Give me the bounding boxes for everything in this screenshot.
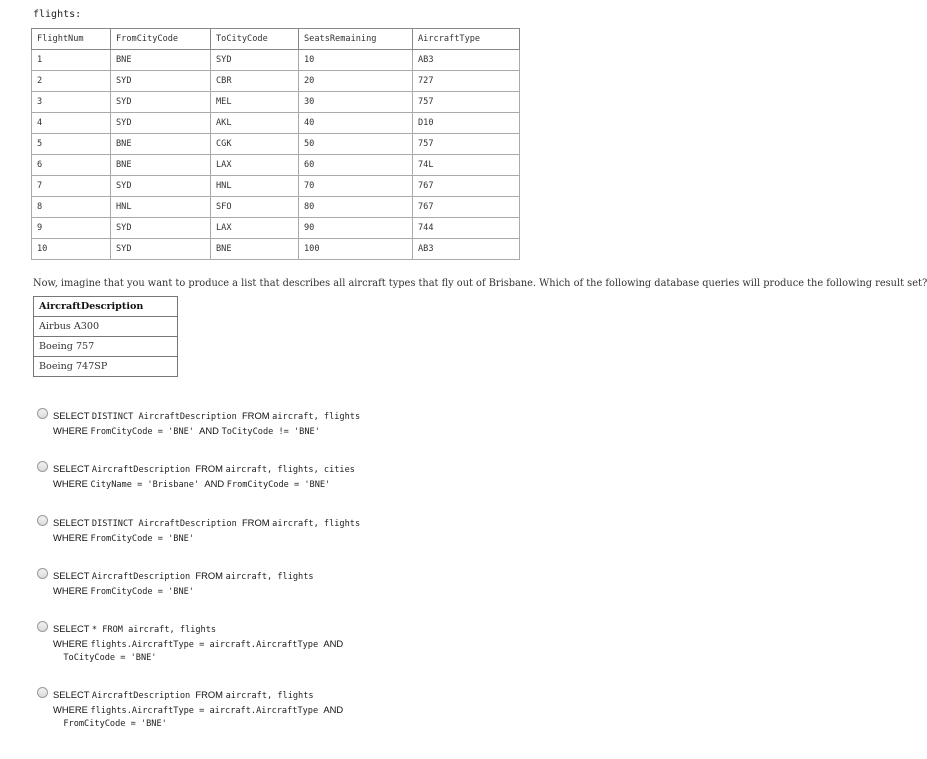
table-cell: HNL	[111, 197, 211, 218]
table-row	[34, 337, 178, 357]
flights-table-caption: flights:	[33, 9, 82, 20]
sql-keyword: SELECT	[53, 689, 92, 700]
sql-text: aircraft, flights	[225, 572, 314, 582]
table-cell: 100	[299, 239, 413, 260]
query-line	[53, 425, 320, 437]
table-cell: SYD	[111, 239, 211, 260]
table-row	[32, 92, 520, 113]
sql-keyword: WHERE	[53, 703, 91, 715]
table-row	[34, 357, 178, 377]
sql-keyword: SELECT	[53, 623, 92, 634]
column-header: AircraftType	[413, 29, 520, 50]
sql-text: FromCityCode = 'BNE'	[53, 719, 167, 729]
sql-keyword: SELECT	[53, 410, 92, 421]
sql-text: aircraft, flights	[272, 519, 361, 529]
table-row	[32, 71, 520, 92]
table-cell: 70	[299, 176, 413, 197]
table-cell: LAX	[211, 218, 299, 239]
table-cell: 40	[299, 113, 413, 134]
table-cell: 10	[299, 50, 413, 71]
sql-keyword: WHERE	[53, 637, 91, 649]
sql-keyword: SELECT	[53, 463, 92, 474]
sql-text: ToCityCode != 'BNE'	[221, 426, 320, 437]
sql-text: AircraftDescription	[91, 465, 196, 475]
query-line	[53, 570, 314, 582]
sql-keyword: WHERE	[53, 424, 91, 436]
table-row	[32, 113, 520, 134]
sql-text: FromCityCode = 'BNE'	[226, 479, 331, 490]
sql-text: * FROM aircraft, flights	[91, 625, 217, 635]
sql-keyword: WHERE	[53, 584, 91, 596]
query-line	[53, 718, 167, 729]
sql-text: FromCityCode = 'BNE'	[90, 586, 194, 597]
table-cell: 2	[32, 71, 111, 92]
sql-keyword: SELECT	[53, 517, 92, 528]
table-cell: 767	[413, 197, 520, 218]
table-cell: 767	[413, 176, 520, 197]
table-cell: 80	[299, 197, 413, 218]
query-line	[53, 478, 330, 490]
table-cell: 6	[32, 155, 111, 176]
sql-text: CityName = 'Brisbane'	[90, 479, 205, 490]
table-row	[32, 239, 520, 260]
table-cell: 20	[299, 71, 413, 92]
table-cell: MEL	[211, 92, 299, 113]
table-cell: SYD	[111, 113, 211, 134]
sql-text: flights.AircraftType = aircraft.AircraftType	[90, 639, 324, 650]
table-cell: 50	[299, 134, 413, 155]
radio-button[interactable]	[37, 568, 48, 579]
query-line	[53, 585, 194, 597]
table-cell: 757	[413, 92, 520, 113]
sql-keyword: FROM	[195, 570, 226, 581]
sql-keyword: AND	[323, 637, 344, 649]
table-cell: SFO	[211, 197, 299, 218]
table-header-row	[32, 29, 520, 50]
table-row	[32, 197, 520, 218]
table-row	[32, 218, 520, 239]
radio-button[interactable]	[37, 515, 48, 526]
sql-text: ToCityCode = 'BNE'	[53, 653, 157, 663]
query-line	[53, 652, 156, 663]
table-cell: SYD	[211, 50, 299, 71]
question-text: Now, imagine that you want to produce a list that describes all aircraft types that fly out of Brisbane. Which of the following database queries will produce the following result set?	[33, 278, 927, 289]
table-cell: 60	[299, 155, 413, 176]
column-header: FlightNum	[32, 29, 111, 50]
radio-button[interactable]	[37, 621, 48, 632]
flights-table	[31, 28, 520, 260]
query-line	[53, 638, 343, 650]
table-cell: CBR	[211, 71, 299, 92]
query-line	[53, 704, 343, 716]
sql-keyword: AND	[199, 424, 222, 436]
sql-text: DISTINCT AircraftDescription	[91, 519, 242, 529]
table-cell: LAX	[211, 155, 299, 176]
table-cell: 9	[32, 218, 111, 239]
table-row	[32, 155, 520, 176]
table-row	[32, 134, 520, 155]
sql-keyword: WHERE	[53, 531, 91, 543]
sql-text: DISTINCT AircraftDescription	[91, 412, 242, 422]
column-header: SeatsRemaining	[299, 29, 413, 50]
sql-keyword: AND	[323, 703, 344, 715]
sql-text: flights.AircraftType = aircraft.AircraftType	[90, 705, 324, 716]
table-cell: CGK	[211, 134, 299, 155]
table-cell: BNE	[111, 155, 211, 176]
table-cell: 90	[299, 218, 413, 239]
table-cell: SYD	[111, 218, 211, 239]
sql-keyword: SELECT	[53, 570, 92, 581]
table-cell: SYD	[111, 71, 211, 92]
table-cell: BNE	[111, 134, 211, 155]
table-cell: D10	[413, 113, 520, 134]
result-set-table	[33, 296, 178, 377]
radio-button[interactable]	[37, 408, 48, 419]
table-cell: AB3	[413, 50, 520, 71]
table-cell: 7	[32, 176, 111, 197]
table-cell: SYD	[111, 176, 211, 197]
table-row	[34, 317, 178, 337]
query-line	[53, 463, 355, 475]
table-cell: SYD	[111, 92, 211, 113]
sql-text: aircraft, flights	[225, 691, 314, 701]
table-cell: 1	[32, 50, 111, 71]
query-line	[53, 689, 314, 701]
table-cell: AKL	[211, 113, 299, 134]
table-cell: 30	[299, 92, 413, 113]
sql-keyword: FROM	[241, 517, 273, 528]
table-cell: 744	[413, 218, 520, 239]
sql-keyword: FROM	[241, 410, 273, 421]
table-row	[32, 50, 520, 71]
table-cell: 10	[32, 239, 111, 260]
table-cell: AB3	[413, 239, 520, 260]
table-cell: 74L	[413, 155, 520, 176]
table-cell: BNE	[211, 239, 299, 260]
table-cell: 757	[413, 134, 520, 155]
table-cell: Boeing 757	[34, 337, 178, 357]
sql-text: AircraftDescription	[91, 572, 196, 582]
table-cell: 4	[32, 113, 111, 134]
sql-keyword: AND	[204, 477, 227, 489]
table-cell: Airbus A300	[34, 317, 178, 337]
column-header: ToCityCode	[211, 29, 299, 50]
table-cell: 8	[32, 197, 111, 218]
sql-text: AircraftDescription	[91, 691, 196, 701]
column-header: FromCityCode	[111, 29, 211, 50]
query-line	[53, 410, 360, 422]
sql-text: FromCityCode = 'BNE'	[90, 426, 200, 437]
table-cell: 3	[32, 92, 111, 113]
sql-keyword: FROM	[195, 463, 226, 474]
sql-text: aircraft, flights, cities	[225, 465, 355, 475]
sql-keyword: WHERE	[53, 477, 91, 489]
table-cell: BNE	[111, 50, 211, 71]
sql-text: aircraft, flights	[272, 412, 361, 422]
sql-keyword: FROM	[195, 689, 226, 700]
query-line	[53, 623, 216, 635]
sql-text: FromCityCode = 'BNE'	[90, 533, 194, 544]
result-column-header: AircraftDescription	[34, 297, 178, 317]
query-line	[53, 532, 194, 544]
query-line	[53, 517, 360, 529]
table-cell: Boeing 747SP	[34, 357, 178, 377]
radio-button[interactable]	[37, 687, 48, 698]
radio-button[interactable]	[37, 461, 48, 472]
table-cell: 5	[32, 134, 111, 155]
table-cell: HNL	[211, 176, 299, 197]
table-row	[32, 176, 520, 197]
table-cell: 727	[413, 71, 520, 92]
